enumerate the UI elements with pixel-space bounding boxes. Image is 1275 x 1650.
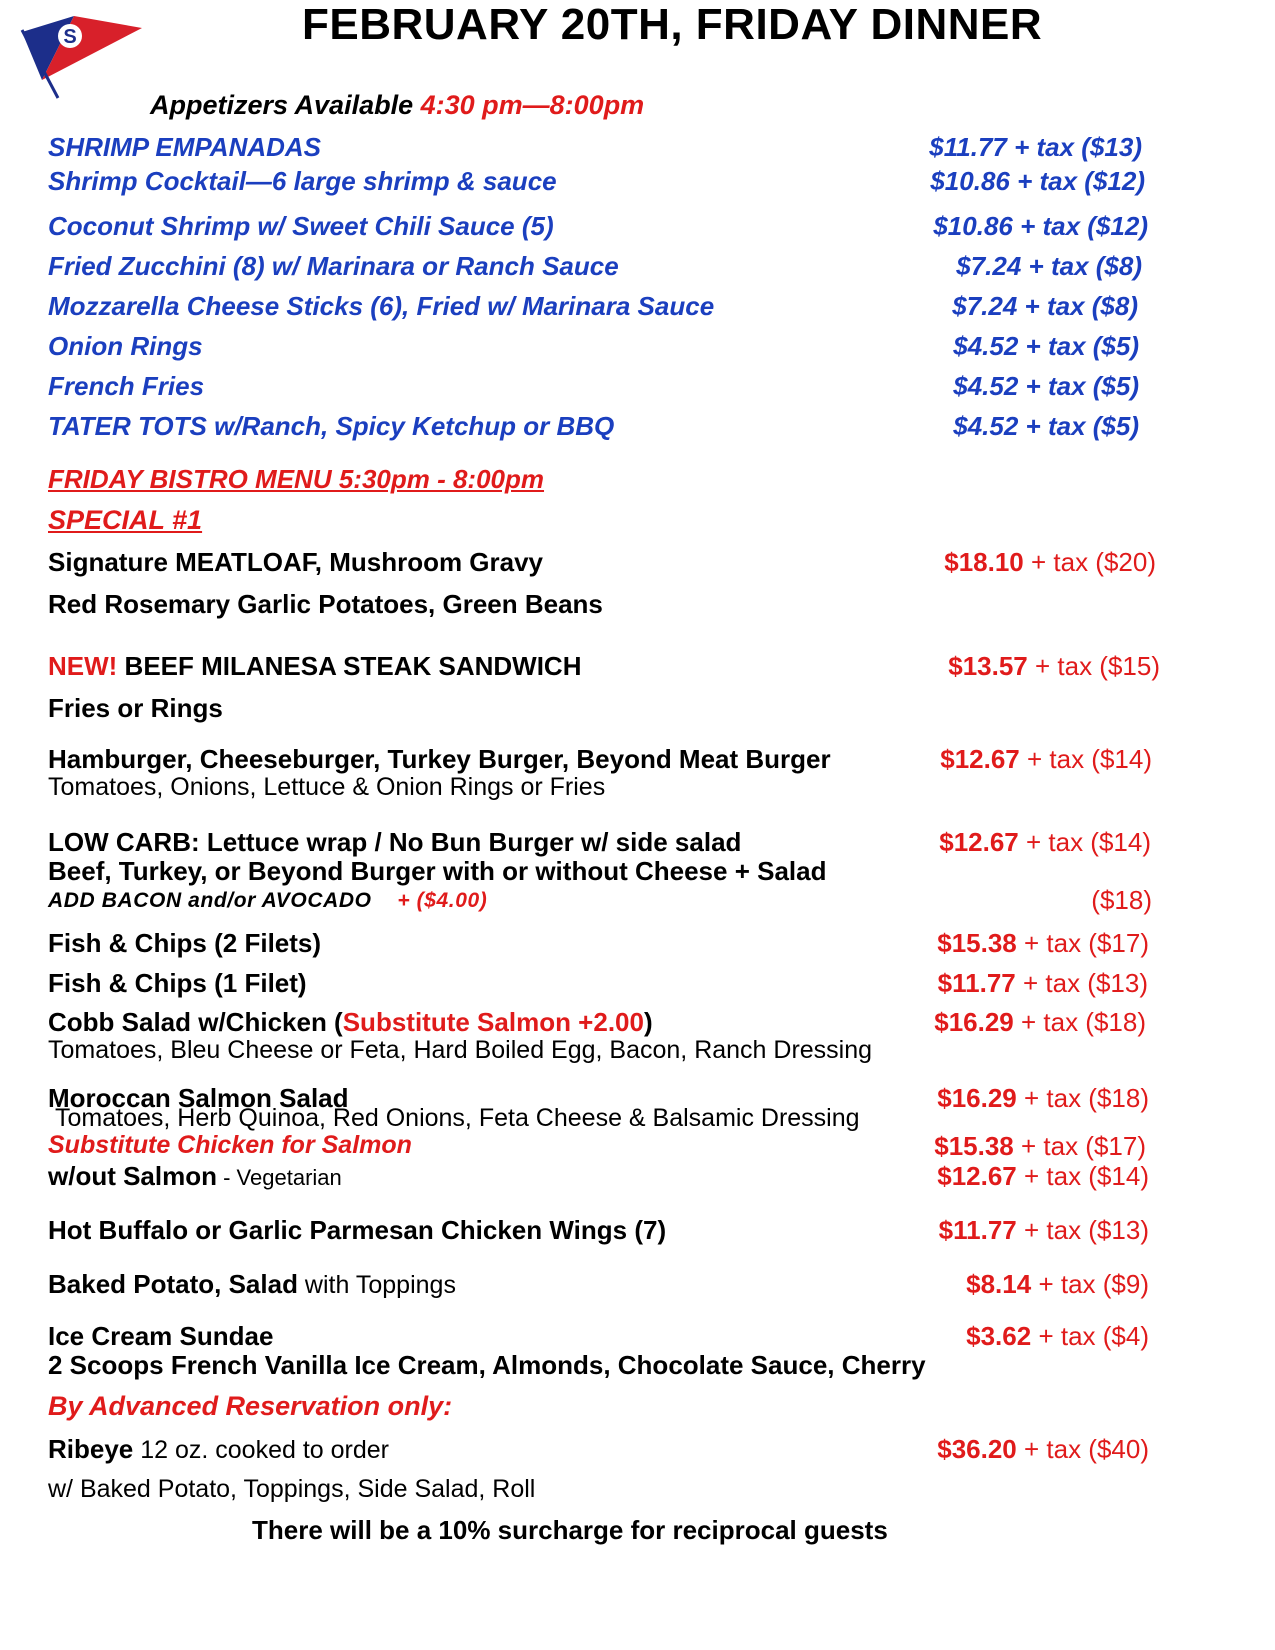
item-price: $7.24 + tax ($8) — [952, 291, 1138, 321]
item-name: w/out Salmon — [48, 1161, 217, 1191]
item-price — [880, 547, 1156, 578]
item-price — [880, 928, 1149, 959]
yacht-club-burgee-logo — [14, 10, 144, 102]
menu-item-fish-chips-2: Fish & Chips (2 Filets) — [48, 928, 322, 958]
item-description: Tomatoes, Onions, Lettuce & Onion Rings or Fries — [48, 773, 606, 801]
list-item: Onion Rings — [48, 331, 203, 361]
item-description: Tomatoes, Bleu Cheese or Feta, Hard Boiled Egg, Bacon, Ranch Dressing — [48, 1036, 873, 1064]
price-value: $16.29 — [934, 1007, 1014, 1037]
list-item: French Fries — [48, 371, 205, 401]
price-value: $11.77 — [938, 1215, 1017, 1245]
price-value: $15.38 — [934, 1131, 1014, 1161]
item-price — [880, 1215, 1149, 1246]
list-item: SHRIMP EMPANADAS — [48, 132, 322, 162]
bistro-menu-header: FRIDAY BISTRO MENU 5:30pm - 8:00pm — [48, 464, 545, 494]
menu-item-chicken-wings: Hot Buffalo or Garlic Parmesan Chicken Wings (7) — [48, 1215, 667, 1245]
item-price — [880, 827, 1151, 858]
price-value: $8.14 — [966, 1269, 1032, 1299]
price-value: $16.29 — [937, 1083, 1017, 1113]
list-item: Mozzarella Cheese Sticks (6), Fried w/ Marinara Sauce — [48, 291, 715, 321]
appetizers-header — [150, 90, 644, 121]
price-tax: + tax ($13) — [1015, 968, 1148, 998]
price-tax: + tax ($15) — [1027, 651, 1160, 681]
list-item: TATER TOTS w/Ranch, Spicy Ketchup or BBQ — [48, 411, 615, 441]
item-substitution: Substitute Chicken for Salmon — [48, 1131, 412, 1159]
price-tax: + tax ($14) — [1019, 744, 1152, 774]
addon-price: + ($4.00) — [397, 889, 488, 912]
menu-item-milanesa — [48, 651, 581, 682]
item-price: $4.52 + tax ($5) — [953, 411, 1139, 441]
item-price — [880, 1083, 1149, 1114]
price-tax: + tax ($4) — [1031, 1321, 1149, 1351]
item-description: Tomatoes, Herb Quinoa, Red Onions, Feta Cheese & Balsamic Dressing — [55, 1104, 860, 1132]
item-price — [880, 1434, 1149, 1465]
price-tax: + tax ($17) — [1016, 928, 1149, 958]
list-item: Fried Zucchini (8) w/ Marinara or Ranch Sauce — [48, 251, 619, 281]
menu-item-burgers: Hamburger, Cheeseburger, Turkey Burger, Beyond Meat Burger — [48, 744, 831, 774]
menu-item-ribeye — [48, 1434, 389, 1465]
item-price — [880, 1269, 1149, 1300]
item-name: BEEF MILANESA STEAK SANDWICH — [117, 651, 582, 681]
item-name: Baked Potato, Salad — [48, 1269, 298, 1299]
item-price: $4.52 + tax ($5) — [953, 331, 1139, 361]
item-sides: Fries or Rings — [48, 693, 223, 723]
menu-item-meatloaf: Signature MEATLOAF, Mushroom Gravy — [48, 547, 544, 577]
price-tax: + tax ($17) — [1013, 1131, 1146, 1161]
item-price: $4.52 + tax ($5) — [953, 371, 1139, 401]
vegetarian-option — [48, 1161, 342, 1192]
price-value: $13.57 — [948, 651, 1028, 681]
item-description: 2 Scoops French Vanilla Ice Cream, Almonds, Chocolate Sauce, Cherry — [48, 1350, 926, 1380]
item-description: Beef, Turkey, or Beyond Burger with or without Cheese + Salad — [48, 856, 827, 886]
price-tax: + tax ($40) — [1016, 1434, 1149, 1464]
item-price — [880, 1321, 1149, 1352]
item-price: $11.77 + tax ($13) — [929, 132, 1142, 162]
price-value: $12.67 — [940, 744, 1020, 774]
logo-letter: S — [63, 26, 77, 48]
appetizers-label: Appetizers Available — [150, 90, 414, 120]
price-tax: + tax ($14) — [1016, 1161, 1149, 1191]
price-value: $12.67 — [939, 827, 1019, 857]
price-tax: + tax ($13) — [1016, 1215, 1149, 1245]
item-substitution: Substitute Salmon +2.00 — [342, 1007, 644, 1037]
price-value: $15.38 — [937, 928, 1017, 958]
list-item: Coconut Shrimp w/ Sweet Chili Sauce (5) — [48, 211, 554, 241]
item-price — [880, 1131, 1146, 1162]
menu-item-low-carb: LOW CARB: Lettuce wrap / No Bun Burger w/ side salad — [48, 827, 742, 857]
addon-line — [48, 889, 487, 913]
price-value: $12.67 — [937, 1161, 1017, 1191]
item-sides: Red Rosemary Garlic Potatoes, Green Beans — [48, 589, 603, 619]
page-title: FEBRUARY 20TH, FRIDAY DINNER — [302, 0, 1043, 49]
item-price: $10.86 + tax ($12) — [930, 166, 1145, 196]
price-tax: + tax ($18) — [1013, 1007, 1146, 1037]
price-tax: + tax ($14) — [1018, 827, 1151, 857]
item-note: 12 oz. cooked to order — [133, 1436, 389, 1464]
addon-total: ($18) — [1091, 885, 1152, 915]
menu-item-sundae: Ice Cream Sundae — [48, 1321, 274, 1351]
item-price — [880, 968, 1148, 999]
reservation-header: By Advanced Reservation only: — [48, 1391, 453, 1421]
item-price — [880, 1007, 1146, 1038]
price-tax: + tax ($20) — [1023, 547, 1156, 577]
item-price — [880, 1161, 1149, 1192]
menu-item-moroccan-salad: Moroccan Salmon Salad — [48, 1083, 349, 1113]
item-name: Ribeye — [48, 1434, 134, 1464]
price-value: $36.20 — [937, 1434, 1017, 1464]
addon-label: ADD BACON and/or AVOCADO — [48, 889, 372, 912]
item-price: $7.24 + tax ($8) — [956, 251, 1142, 281]
price-value: $18.10 — [944, 547, 1024, 577]
item-name-close: ) — [643, 1007, 653, 1037]
price-tax: + tax ($9) — [1031, 1269, 1149, 1299]
item-name: Cobb Salad w/Chicken ( — [48, 1007, 343, 1037]
new-badge: NEW! — [48, 651, 118, 681]
menu-item-cobb-salad — [48, 1007, 653, 1038]
special-header: SPECIAL #1 — [48, 505, 203, 535]
menu-item-fish-chips-1: Fish & Chips (1 Filet) — [48, 968, 307, 998]
appetizers-time: 4:30 pm—8:00pm — [420, 90, 645, 120]
price-value: $11.77 — [937, 968, 1016, 998]
item-price — [880, 651, 1160, 682]
item-note: with Toppings — [297, 1271, 456, 1299]
item-description: w/ Baked Potato, Toppings, Side Salad, Roll — [48, 1475, 536, 1503]
item-price — [880, 744, 1152, 775]
list-item: Shrimp Cocktail—6 large shrimp & sauce — [48, 166, 557, 196]
price-value: $3.62 — [966, 1321, 1032, 1351]
item-price: $10.86 + tax ($12) — [933, 211, 1148, 241]
price-tax: + tax ($18) — [1016, 1083, 1149, 1113]
menu-item-baked-potato — [48, 1269, 456, 1300]
surcharge-note: There will be a 10% surcharge for reciprocal guests — [252, 1515, 888, 1545]
item-note: - Vegetarian — [217, 1165, 342, 1190]
